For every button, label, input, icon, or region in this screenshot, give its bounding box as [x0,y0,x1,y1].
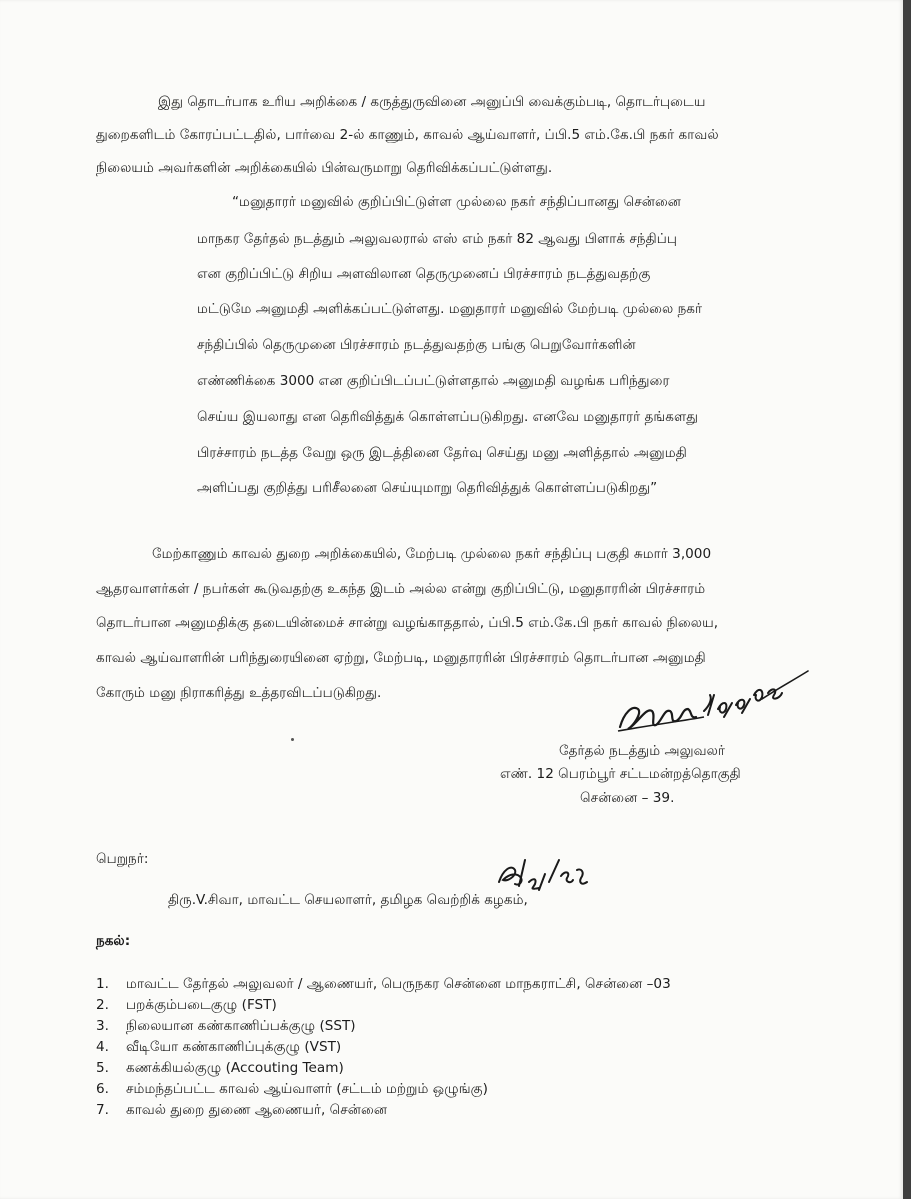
copy-item-3 [96,1020,356,1034]
intro-line-2: துறைகளிடம் கோரப்பட்டதில், பார்வை 2-ல் காணும், காவல் ஆய்வாளர், ப்பி.5 எம்.கே.பி நகர் காவல் [96,127,719,143]
quote-line-8: பிரச்சாரம் நடத்த வேறு ஒரு இடத்தினை தேர்வு செய்து மனு அளித்தால் அனுமதி [197,445,687,461]
copy-item-number: 3. [96,1018,109,1034]
quote-line-4: மட்டுமே அனுமதி அளிக்கப்பட்டுள்ளது. மனுதாரர் மனுவில் மேற்படி முல்லை நகர் [197,301,703,317]
copy-item-text: வீடியோ கண்காணிப்புக்குழு (VST) [126,1039,342,1055]
copy-item-4 [96,1041,341,1055]
copy-item-number: 2. [96,997,109,1013]
recipient-name: திரு.V.சிவா, மாவட்ட செயலாளர், தமிழக வெற்றிக் கழகம், [168,892,528,908]
copy-item-text: காவல் துறை துணை ஆணையர், சென்னை [126,1102,387,1118]
quote-line-2: மாநகர தேர்தல் நடத்தும் அலுவலரால் எஸ் எம் நகர் 82 ஆவது பிளாக் சந்திப்பு [197,231,678,247]
quote-line-7: செய்ய இயலாது என தெரிவித்துக் கொள்ளப்படுகிறது. எனவே மனுதாரர் தங்களது [197,409,699,425]
quote-line-9: அளிப்பது குறித்து பரிசீலனை செய்யுமாறு தெரிவித்துக் கொள்ளப்படுகிறது” [197,480,658,496]
signatory-title: தேர்தல் நடத்தும் அலுவலர் [559,743,726,759]
quote-line-3: என குறிப்பிட்டு சிறிய அளவிலான தெருமுனைப் பிரச்சாரம் நடத்துவதற்கு [197,266,651,282]
quote-line-1: “மனுதாரர் மனுவில் குறிப்பிட்டுள்ள முல்லை நகர் சந்திப்பானது சென்னை [232,194,681,210]
copy-item-text: சம்மந்தப்பட்ட காவல் ஆய்வாளர் (சட்டம் மற்றும் ஒழுங்கு) [126,1081,488,1097]
copy-item-number: 4. [96,1039,109,1055]
copy-item-text: பறக்கும்படைகுழு (FST) [126,997,277,1013]
intro-line-3: நிலையம் அவர்களின் அறிக்கையில் பின்வருமாறு தெரிவிக்கப்பட்டுள்ளது. [96,160,553,176]
intro-line-1: இது தொடர்பாக உரிய அறிக்கை / கருத்துருவினை அனுப்பி வைக்கும்படி, தொடர்புடைய [158,94,706,110]
decision-line-4: காவல் ஆய்வாளரின் பரிந்துரையினை ஏற்று, மேற்படி, மனுதாரரின் பிரச்சாரம் தொடர்பான அனுமதி [96,650,706,666]
copy-item-text: கணக்கியல்குழு (Accouting Team) [126,1060,344,1076]
copy-item-7 [96,1104,387,1118]
copy-item-text: நிலையான கண்காணிப்பக்குழு (SST) [126,1018,356,1034]
decision-line-5: கோரும் மனு நிராகரித்து உத்தரவிடப்படுகிறது. [96,685,382,701]
decision-line-2: ஆதரவாளர்கள் / நபர்கள் கூடுவதற்கு உகந்த இடம் அல்ல என்று குறிப்பிட்டு, மனுதாரரின் பிரச்சாரம் [96,581,706,597]
signature-scribble [612,665,812,745]
decision-line-1: மேற்காணும் காவல் துறை அறிக்கையில், மேற்படி முல்லை நகர் சந்திப்பு பகுதி சுமார் 3,000 [152,546,712,562]
initial-scribble [495,852,590,896]
quote-line-5: சந்திப்பில் தெருமுனை பிரச்சாரம் நடத்துவதற்கு பங்கு பெறுவோர்களின் [197,337,636,353]
copy-item-number: 5. [96,1060,109,1076]
stray-mark [291,738,294,741]
copies-label: நகல்: [96,933,131,949]
decision-line-3: தொடர்பான அனுமதிக்கு தடையின்மைச் சான்று வழங்காததால், ப்பி.5 எம்.கே.பி நகர் காவல் நிலைய, [96,615,719,631]
copy-item-number: 6. [96,1081,109,1097]
quote-line-6: எண்ணிக்கை 3000 என குறிப்பிடப்பட்டுள்ளதால் அனுமதி வழங்க பரிந்துரை [197,373,670,389]
copy-item-number: 7. [96,1102,109,1118]
copy-item-1 [96,978,671,992]
copy-item-5 [96,1062,344,1076]
copy-item-2 [96,999,277,1013]
copy-item-text: மாவட்ட தேர்தல் அலுவலர் / ஆணையர், பெருநகர சென்னை மாநகராட்சி, சென்னை –03 [126,976,671,992]
copy-item-6 [96,1083,488,1097]
copy-item-number: 1. [96,976,109,992]
recipient-label: பெறுநர்: [96,851,149,867]
signatory-constituency: எண். 12 பெரம்பூர் சட்டமன்றத்தொகுதி [500,766,741,782]
signatory-city: சென்னை – 39. [580,790,675,806]
